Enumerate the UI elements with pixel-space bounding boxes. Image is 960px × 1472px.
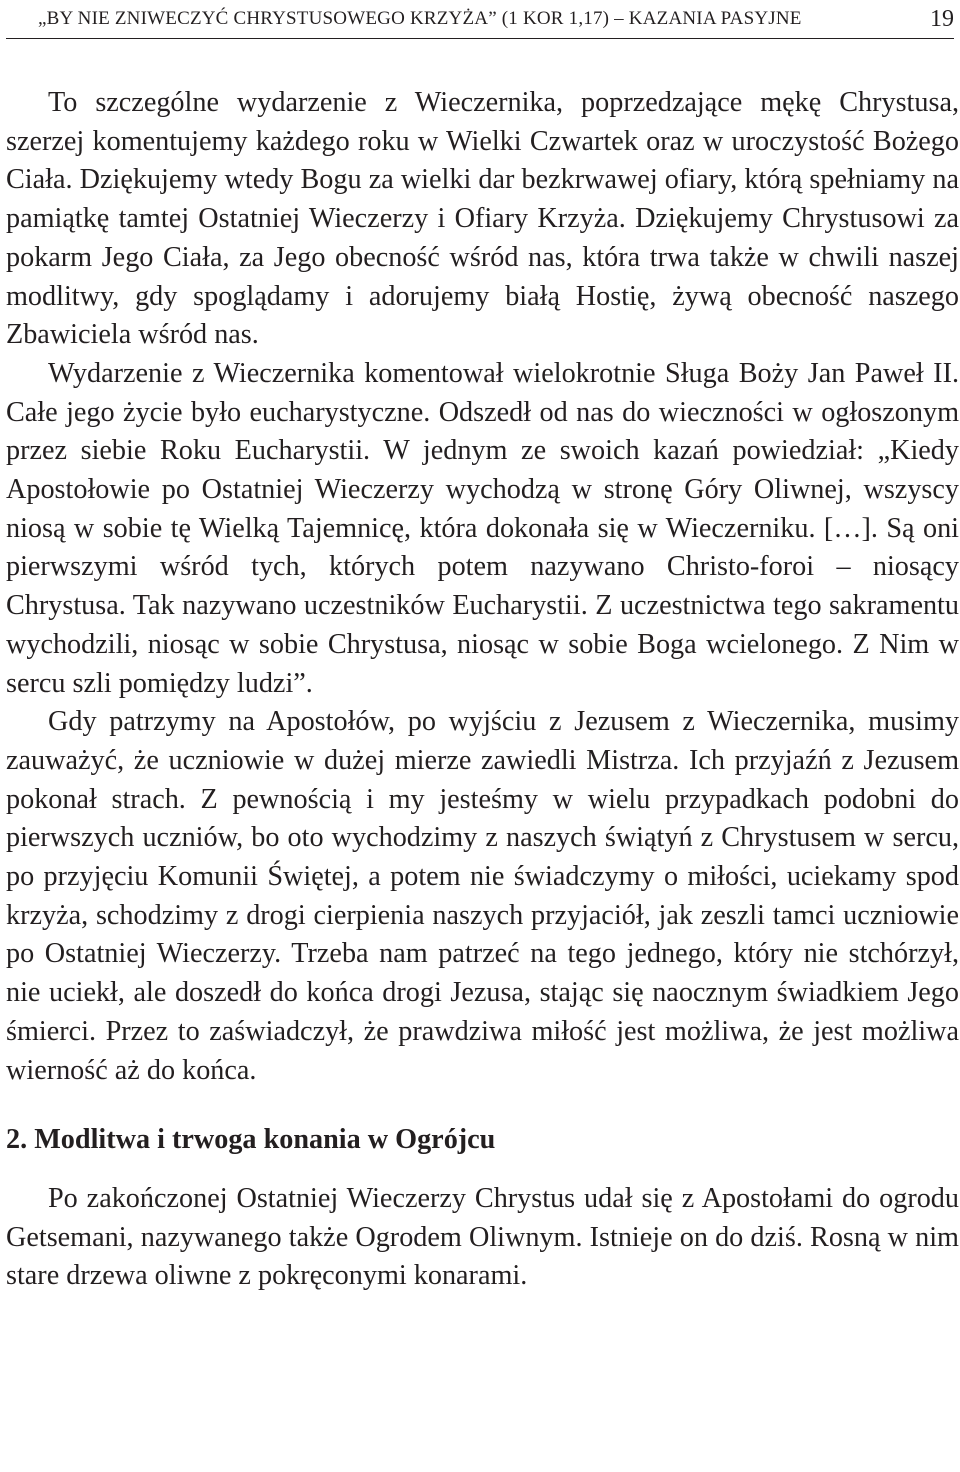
- running-title: „BY NIE ZNIWECZYĆ CHRYSTUSOWEGO KRZYŻA” (1 KOR 1,17) – KAZANIA PASYJNE: [38, 8, 802, 29]
- section-heading: 2. Modlitwa i trwoga konania w Ogrójcu: [6, 1124, 496, 1156]
- paragraph-4: Po zakończonej Ostatniej Wieczerzy Chrystus udał się z Apostołami do ogrodu Getsemani, nazywanego także Ogrodem Oliwnym. Istnieje on do dziś. Rosną w nim stare drzewa oliwne z pokręconymi konarami.: [6, 1182, 959, 1292]
- body-text: [6, 84, 959, 1296]
- header-rule: [6, 38, 954, 39]
- running-header: [6, 6, 954, 36]
- paragraph-3: Gdy patrzymy na Apostołów, po wyjściu z Jezusem z Wieczernika, musimy zauważyć, że uczniowie w dużej mierze zawiedli Mistrza. Ich przyjaźń z Jezusem pokonał strach. Z pewnością i my jesteśmy w wielu przypadkach podobni do pierwszych uczniów, bo oto wychodzimy z naszych świątyń z Chrystusem w sercu, po przyjęciu Komunii Świętej, a potem nie świadczymy o miłości, uciekamy spod krzyża, schodzimy z drogi cierpienia naszych przyjaciół, jak zeszli tamci uczniowie po Ostatniej Wieczerzy. Trzeba nam patrzeć na tego jednego, który nie stchórzył, nie uciekł, ale doszedł do końca drogi Jezusa, stając się naocznym świadkiem Jego śmierci. Przez to zaświadczył, że prawdziwa miłość jest możliwa, że jest możliwa wierność aż do końca.: [6, 706, 959, 1086]
- page-number: 19: [930, 6, 954, 32]
- paragraph-2: Wydarzenie z Wieczernika komentował wielokrotnie Sługa Boży Jan Paweł II. Całe jego życie było eucharystyczne. Odszedł od nas do wieczności w ogłoszonym przez siebie Roku Eucharystii. W jednym ze swoich kazań powiedział: „Kiedy Apostołowie po Ostatniej Wieczerzy wychodzą w stronę Góry Oliwnej, wszyscy niosą w sobie tę Wielką Tajemnicę, która dokonała się w Wieczerniku. […]. Są oni pierwszymi wśród tych, których potem nazywano Christo-foroi – niosący Chrystusa. Tak nazywano uczestników Eucharystii. Z uczestnictwa tego sakramentu wychodzili, niosąc w sobie Chrystusa, niosąc w sobie Boga wcielonego. Z Nim w sercu szli pomiędzy ludzi”.: [6, 357, 959, 699]
- paragraph-1: To szczególne wydarzenie z Wieczernika, poprzedzające mękę Chrystusa, szerzej komentujemy każdego roku w Wielki Czwartek oraz w uroczystość Bożego Ciała. Dziękujemy wtedy Bogu za wielki dar bezkrwawej ofiary, którą spełniamy na pamiątkę tamtej Ostatniej Wieczerzy i Ofiary Krzyża. Dziękujemy Chrystusowi za pokarm Jego Ciała, za Jego obecność wśród nas, która trwa także w chwili naszej modlitwy, gdy spoglądamy i adorujemy białą Hostię, żywą obecność naszego Zbawiciela wśród nas.: [6, 87, 959, 351]
